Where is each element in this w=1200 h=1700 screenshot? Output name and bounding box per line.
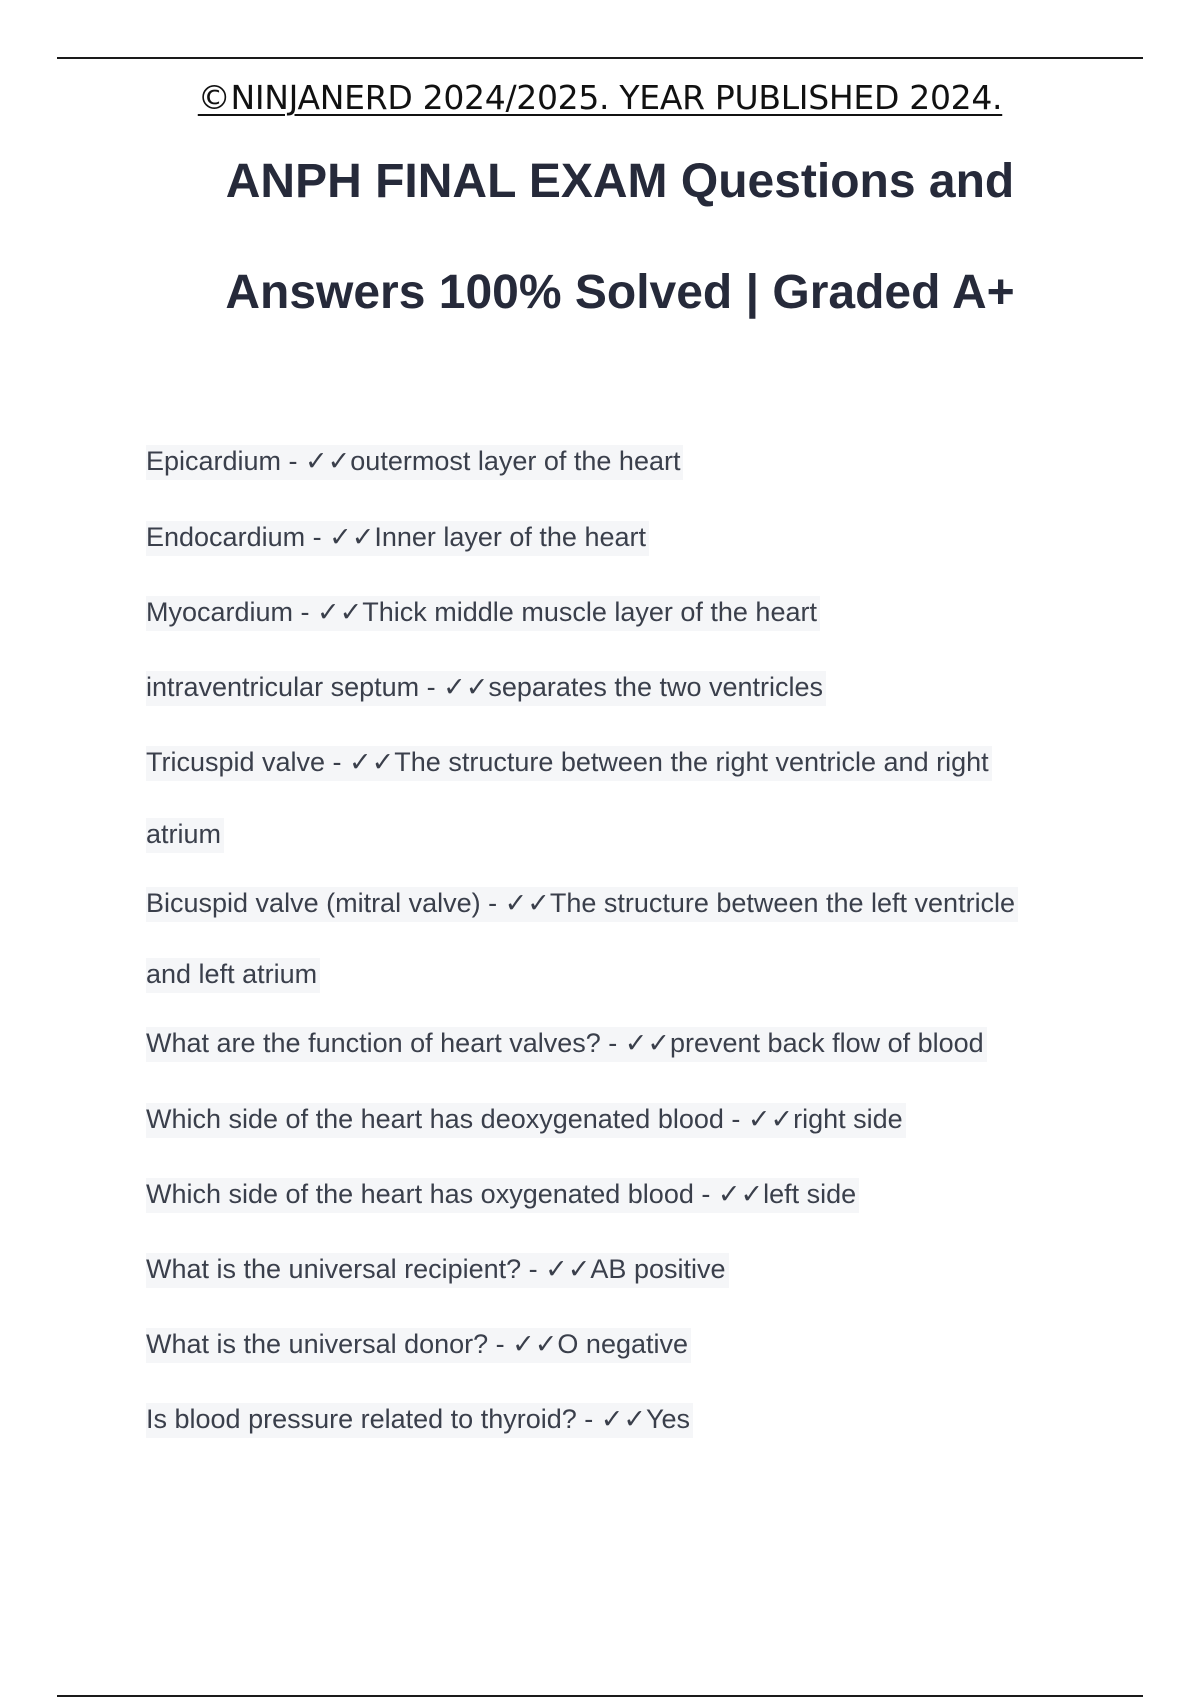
qa-line-continued: atrium — [146, 818, 224, 853]
copyright-text: ©NINJANERD 2024/2025. YEAR PUBLISHED 2024. — [197, 78, 1003, 117]
qa-line: Endocardium - ✓✓Inner layer of the heart — [146, 521, 649, 556]
bottom-rule — [57, 1695, 1143, 1697]
copyright-header — [0, 78, 1200, 117]
document-title-line-1: ANPH FINAL EXAM Questions and — [225, 155, 1015, 208]
qa-line: Epicardium - ✓✓outermost layer of the heart — [146, 445, 683, 480]
qa-line: What is the universal donor? - ✓✓O negative — [146, 1328, 691, 1363]
document-title-line-2: Answers 100% Solved | Graded A+ — [225, 266, 1015, 319]
qa-line: Which side of the heart has oxygenated blood - ✓✓left side — [146, 1178, 859, 1213]
qa-line: Bicuspid valve (mitral valve) - ✓✓The structure between the left ventricle — [146, 887, 1018, 922]
qa-line-continued: and left atrium — [146, 958, 320, 993]
qa-line: What is the universal recipient? - ✓✓AB positive — [146, 1253, 729, 1288]
qa-line: What are the function of heart valves? - ✓✓prevent back flow of blood — [146, 1027, 987, 1062]
qa-line: Which side of the heart has deoxygenated blood - ✓✓right side — [146, 1103, 906, 1138]
qa-line: Tricuspid valve - ✓✓The structure between the right ventricle and right — [146, 746, 992, 781]
top-rule — [57, 57, 1143, 59]
qa-line: Is blood pressure related to thyroid? - ✓✓Yes — [146, 1403, 693, 1438]
qa-line: intraventricular septum - ✓✓separates the two ventricles — [146, 671, 826, 706]
qa-line: Myocardium - ✓✓Thick middle muscle layer of the heart — [146, 596, 820, 631]
